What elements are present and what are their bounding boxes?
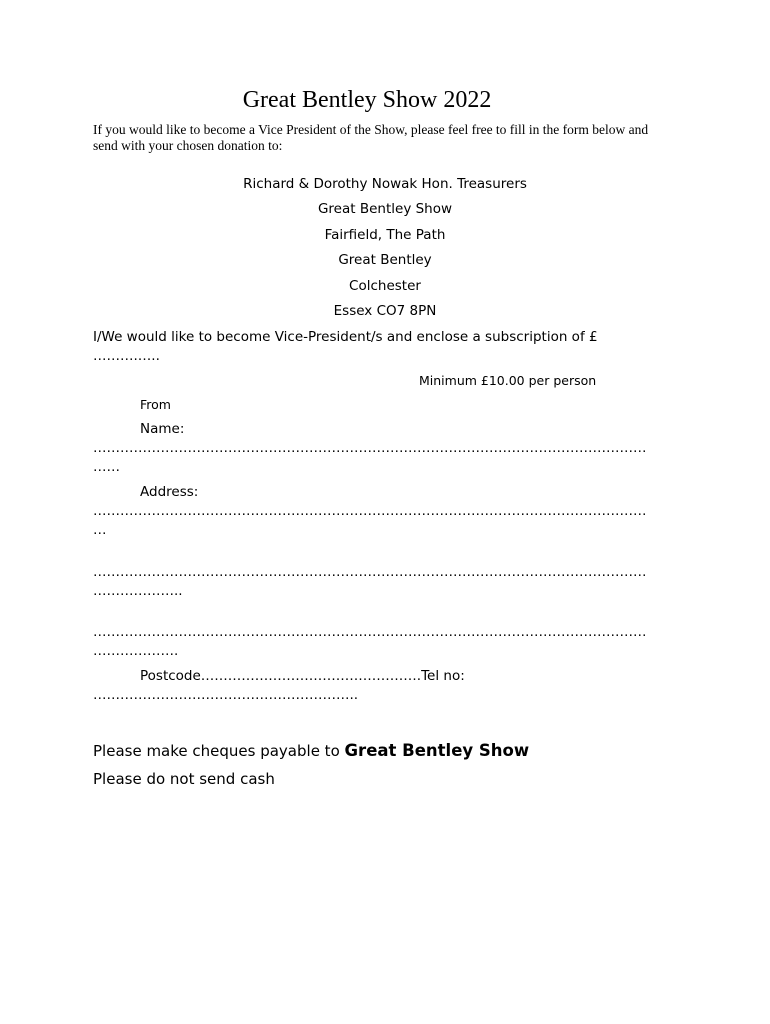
tel-dots[interactable]: ………………………………………………….. bbox=[93, 687, 359, 703]
name-dots-line-1[interactable]: …………………………………………………………………………………………………………… bbox=[93, 440, 647, 456]
address-line-1: Richard & Dorothy Nowak Hon. Treasurers bbox=[243, 176, 527, 192]
address-dots-line-1[interactable]: …………………………………………………………………………………………………………… bbox=[93, 503, 647, 519]
address-label: Address: bbox=[140, 484, 199, 500]
address-line-4: Great Bentley bbox=[338, 252, 432, 268]
address-dots-line-5[interactable]: …………………………………………………………………………………………………………… bbox=[93, 624, 647, 640]
address-dots-line-4[interactable]: ……………….. bbox=[93, 583, 183, 599]
address-line-5: Colchester bbox=[349, 278, 421, 294]
from-label: From bbox=[140, 397, 171, 412]
no-cash-note: Please do not send cash bbox=[93, 770, 275, 788]
name-dots-line-2[interactable]: …… bbox=[93, 459, 120, 475]
address-dots-line-3[interactable]: …………………………………………………………………………………………………………… bbox=[93, 564, 647, 580]
page-title: Great Bentley Show 2022 bbox=[242, 87, 492, 113]
address-dots-line-6[interactable]: ………………. bbox=[93, 643, 179, 659]
cheques-payee: Great Bentley Show bbox=[344, 741, 530, 760]
subscription-dots[interactable]: ……….….. bbox=[93, 348, 160, 364]
postcode-tel-line[interactable]: Postcode………………………………………….Tel no: bbox=[140, 668, 465, 684]
intro-paragraph: If you would like to become a Vice President of the Show, please feel free to fill in the form below and send with your chosen donation to: bbox=[93, 122, 649, 153]
cheques-prefix: Please make cheques payable to bbox=[93, 742, 345, 760]
address-line-6: Essex CO7 8PN bbox=[333, 303, 437, 319]
address-dots-line-2[interactable]: … bbox=[93, 522, 107, 538]
address-line-3: Fairfield, The Path bbox=[324, 227, 446, 243]
minimum-note: Minimum £10.00 per person bbox=[419, 373, 597, 388]
address-line-2: Great Bentley Show bbox=[317, 201, 453, 217]
cheques-line bbox=[93, 741, 529, 760]
subscription-line: I/We would like to become Vice-President/s and enclose a subscription of £ bbox=[93, 329, 598, 345]
name-label: Name: bbox=[140, 421, 185, 437]
